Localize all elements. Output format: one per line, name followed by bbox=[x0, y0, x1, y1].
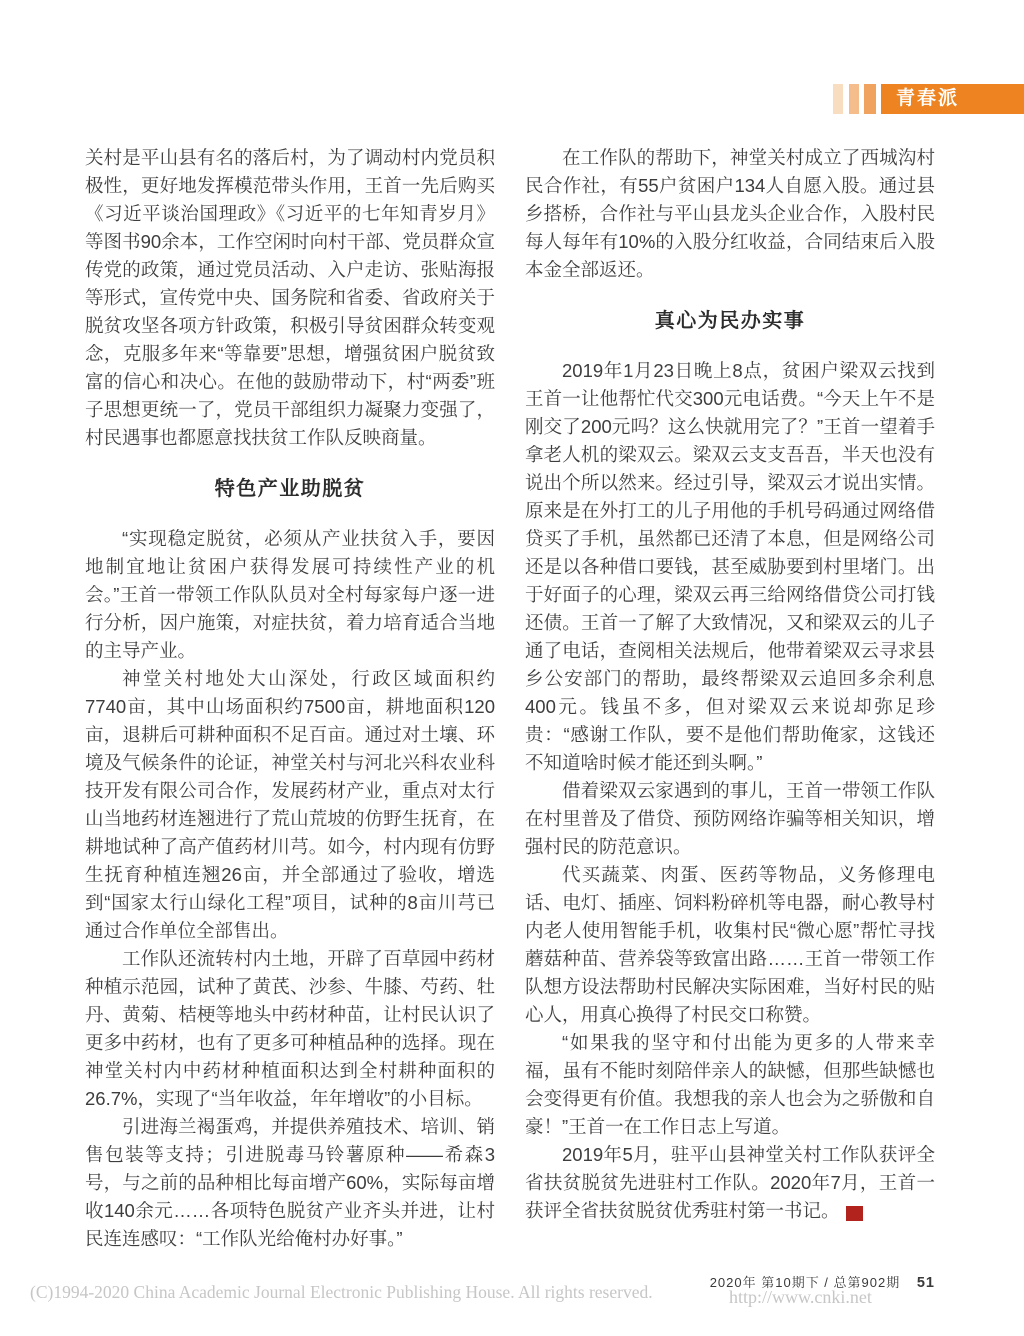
paragraph: “实现稳定脱贫，必须从产业扶贫入手，要因地制宜地让贫困户获得发展可持续性产业的机会。”王首一带领工作队队员对全村每家每户逐一进行分析，因户施策，对症扶贫，着力培育适合当地的主导产业。 bbox=[85, 528, 495, 661]
end-of-article-mark: HB bbox=[846, 1206, 863, 1221]
paragraph bbox=[525, 1141, 935, 1225]
paragraph: 工作队还流转村内土地，开辟了百草园中药材种植示范园，试种了黄芪、沙参、牛膝、芍药、牡丹、黄菊、桔梗等地头中药材种苗，让村民认识了更多中药材，也有了更多可种植品种的选择。现在神堂关村内中药材种植面积达到全村耕种面积的26.7%，实现了“当年收益，年年增收”的小目标。 bbox=[85, 948, 495, 1109]
paragraph: 在工作队的帮助下，神堂关村成立了西城沟村民合作社，有55户贫困户134人自愿入股。通过县乡搭桥，合作社与平山县龙头企业合作，入股村民每人每年有10%的入股分红收益，合同结束后入股本金全部返还。 bbox=[525, 147, 935, 280]
article-body bbox=[85, 144, 936, 1253]
paragraph: 引进海兰褐蛋鸡，并提供养殖技术、培训、销售包装等支持；引进脱毒马铃薯原种——希森3号，与之前的品种相比每亩增产60%，实际每亩增收140余元……各项特色脱贫产业齐头并进，让村民连连感叹：“工作队光给俺村办好事。” bbox=[85, 1116, 495, 1249]
section-heading: 特色产业助脱贫 bbox=[214, 478, 366, 500]
paragraph: 代买蔬菜、肉蛋、医药等物品，义务修理电话、电灯、插座、饲料粉碎机等电器，耐心教导村内老人使用智能手机，收集村民“微心愿”帮忙寻找蘑菇种苗、营养袋等致富出路……王首一带领工作队想方设法帮助村民解决实际困难，当好村民的贴心人，用真心换得了村民交口称赞。 bbox=[525, 864, 935, 1025]
issue-info: 2020年 第10期下 / 总第902期 bbox=[709, 1275, 901, 1290]
banner-stripe-icon bbox=[849, 84, 859, 114]
paragraph-text: 2019年5月，驻平山县神堂关村工作队获评全省扶贫脱贫先进驻村工作队。2020年7月，王首一获评全省扶贫脱贫优秀驻村第一书记。 bbox=[525, 1144, 935, 1221]
column-right bbox=[525, 144, 935, 1253]
watermark-copyright: (C)1994-2020 China Academic Journal Electronic Publishing House. All rights reserved. bbox=[30, 1282, 653, 1302]
section-banner-label: 青春派 bbox=[881, 84, 1024, 114]
paragraph: 关村是平山县有名的落后村，为了调动村内党员积极性，更好地发挥模范带头作用，王首一先后购买《习近平谈治国理政》《习近平的七年知青岁月》等图书90余本，工作空闲时向村干部、党员群众宣传党的政策，通过党员活动、入户走访、张贴海报等形式，宣传党中央、国务院和省委、省政府关于脱贫攻坚各项方针政策，积极引导贫困群众转变观念，克服多年来“等靠要”思想，增强贫困户脱贫致富的信心和决心。在他的鼓励带动下，村“两委”班子思想更统一了，党员干部组织力凝聚力变强了，村民遇事也都愿意找扶贫工作队反映商量。 bbox=[85, 147, 495, 448]
paragraph: 借着梁双云家遇到的事儿，王首一带领工作队在村里普及了借贷、预防网络诈骗等相关知识，增强村民的防范意识。 bbox=[525, 780, 935, 857]
banner-stripe-icon bbox=[864, 84, 876, 114]
paragraph: “如果我的坚守和付出能为更多的人带来幸福，虽有不能时刻陪伴亲人的缺憾，但那些缺憾也会变得更有价值。我想我的亲人也会为之骄傲和自豪！”王首一在工作日志上写道。 bbox=[525, 1032, 935, 1137]
banner-stripe-icon bbox=[833, 84, 843, 114]
watermark-url: http://www.cnki.net bbox=[729, 1287, 872, 1307]
column-left bbox=[85, 144, 495, 1253]
page-number: 51 bbox=[916, 1275, 935, 1291]
section-heading: 真心为民办实事 bbox=[654, 310, 806, 332]
paragraph: 2019年1月23日晚上8点，贫困户梁双云找到王首一让他帮忙代交300元电话费。“今天上午不是刚交了200元吗？这么快就用完了？”王首一望着手拿老人机的梁双云。梁双云支支吾吾，半天也没有说出个所以然来。经过引导，梁双云才说出实情。原来是在外打工的儿子用他的手机号码通过网络借贷买了手机，虽然都已还清了本息，但是网络公司还是以各种借口要钱，甚至威胁要到村里堵门。出于好面子的心理，梁双云再三给网络借贷公司打钱还债。王首一了解了大致情况，又和梁双云的儿子通了电话，查阅相关法规后，他带着梁双云寻求县乡公安部门的帮助，最终帮梁双云追回多余利息400元。钱虽不多，但对梁双云来说却弥足珍贵：“感谢工作队，要不是他们帮助俺家，这钱还不知道啥时候才能还到头啊。” bbox=[525, 360, 935, 773]
paragraph: 神堂关村地处大山深处，行政区域面积约7740亩，其中山场面积约7500亩，耕地面积120亩，退耕后可耕种面积不足百亩。通过对土壤、环境及气候条件的论证，神堂关村与河北兴科农业科技开发有限公司合作，发展药材产业，重点对太行山当地药材连翘进行了荒山荒坡的仿野生抚育，在耕地试种了高产值药材川芎。如今，村内现有仿野生抚育种植连翘26亩，并全部通过了验收，增选到“国家太行山绿化工程”项目，试种的8亩川芎已通过合作单位全部售出。 bbox=[85, 668, 495, 941]
